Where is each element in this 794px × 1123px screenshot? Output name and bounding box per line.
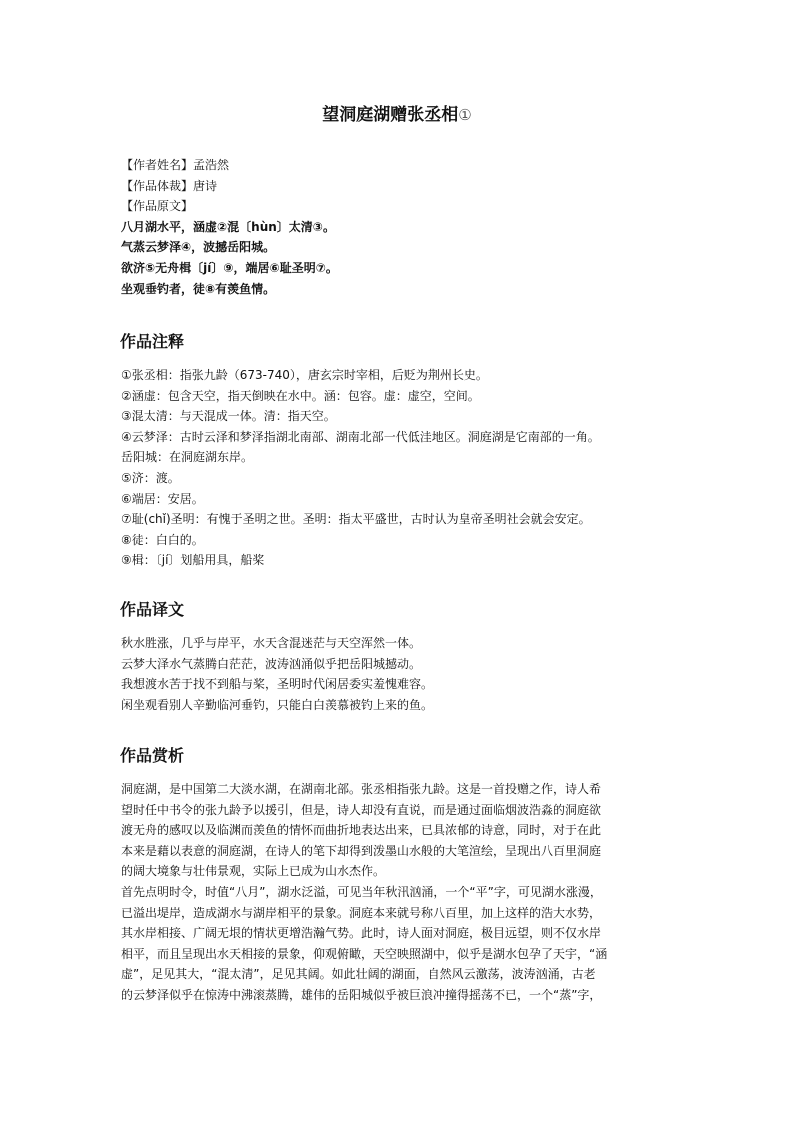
translation-line: 闲坐观看别人辛勤临河垂钓，只能白白羡慕被钓上来的鱼。 (121, 697, 434, 712)
note-line: ⑦耻(chǐ)圣明：有愧于圣明之世。圣明：指太平盛世，古时认为皇帝圣明社会就会安定。 (121, 512, 591, 527)
original-text-label: 【作品原文】 (121, 199, 194, 214)
appreciation-heading: 作品赏析 (120, 746, 185, 765)
work-info (121, 155, 681, 299)
note-line: 岳阳城：在洞庭湖东岸。 (121, 450, 254, 465)
appreciation-line: 望时任中书令的张九龄予以援引，但是，诗人却没有直说，而是通过面临烟波浩淼的洞庭欲 (121, 802, 602, 817)
poem-line: 欲济⑤无舟楫〔jí〕⑨，端居⑥耻圣明⑦。 (121, 260, 338, 275)
translation-line: 我想渡水苦于找不到船与桨，圣明时代闲居委实羞愧难容。 (121, 677, 434, 692)
appreciation-line: 其水岸相接、广阔无垠的情状更增浩瀚气势。此时，诗人面对洞庭，极目远望，则不仅水岸 (121, 926, 602, 941)
title-footnote-mark: ① (458, 106, 472, 124)
appreciation-line: 的阔大境象与壮伟景观，实际上已成为山水杰作。 (121, 864, 386, 879)
appreciation-line: 洞庭湖，是中国第二大淡水湖，在湖南北部。张丞相指张九龄。这是一首投赠之作，诗人希 (121, 782, 602, 796)
appreciation-line: 的云梦泽似乎在惊涛中沸滚蒸腾，雄伟的岳阳城似乎被巨浪冲撞得摇荡不已，一个“蒸”字， (121, 987, 602, 1002)
appreciation-line: 首先点明时令，时值“八月”，湖水泛溢，可见当年秋汛汹涌，一个“平”字，可见湖水涨漫， (121, 884, 602, 899)
appreciation-line: 相平，而且呈现出水天相接的景象，仰观俯瞰，天空映照湖中，似乎是湖水包孕了天宇，“涵 (121, 946, 608, 961)
notes-list (121, 365, 681, 571)
appreciation-text (121, 779, 679, 1006)
poem-line: 八月湖水平，涵虚②混〔hùn〕太清③。 (121, 219, 335, 234)
note-line: ①张丞相：指张九龄（673-740），唐玄宗时宰相，后贬为荆州长史。 (121, 368, 488, 382)
appreciation-line: 已溢出堤岸，造成湖水与湖岸相平的景象。洞庭本来就号称八百里，加上这样的浩大水势， (121, 905, 602, 920)
poem-line: 坐观垂钓者，徒⑧有羡鱼情。 (121, 281, 276, 296)
appreciation-line: 渡无舟的感叹以及临渊而羡鱼的情怀而曲折地表达出来，已具浓郁的诗意，同时，对于在此 (121, 823, 602, 838)
translation-heading: 作品译文 (120, 600, 185, 619)
note-line: ③混太清：与天混成一体。清：指天空。 (121, 409, 336, 424)
translation-line: 秋水胜涨，几乎与岸平，水天含混迷茫与天空浑然一体。 (121, 636, 422, 650)
poem-line: 气蒸云梦泽④，波撼岳阳城。 (121, 240, 276, 255)
notes-heading: 作品注释 (120, 332, 185, 351)
appreciation-line: 虚”，足见其大，“混太清”，足见其阔。如此壮阔的湖面，自然风云激荡，波涛汹涌，古老 (121, 967, 596, 982)
note-line: ⑤济：渡。 (121, 470, 180, 485)
note-line: ④云梦泽：古时云泽和梦泽指湖北南部、湖南北部一代低洼地区。洞庭湖是它南部的一角。 (121, 429, 600, 444)
genre-line: 【作品体裁】唐诗 (121, 178, 218, 193)
note-line: ②涵虚：包含天空，指天倒映在水中。涵：包容。虚：虚空，空间。 (121, 388, 480, 403)
note-line: ⑨楫：〔jí〕划船用具，船桨 (121, 553, 265, 568)
appreciation-line: 本来是藉以表意的洞庭湖，在诗人的笔下却得到泼墨山水般的大笔渲绘，呈现出八百里洞庭 (121, 843, 602, 858)
translation-list (121, 633, 681, 715)
note-line: ⑧徒：白白的。 (121, 532, 204, 547)
page-title (0, 103, 794, 127)
translation-line: 云梦大泽水气蒸腾白茫茫，波涛汹涌似乎把岳阳城撼动。 (121, 656, 422, 671)
title-text: 望洞庭湖赠张丞相 (322, 105, 459, 125)
author-line: 【作者姓名】孟浩然 (121, 158, 230, 172)
note-line: ⑥端居：安居。 (121, 491, 204, 506)
